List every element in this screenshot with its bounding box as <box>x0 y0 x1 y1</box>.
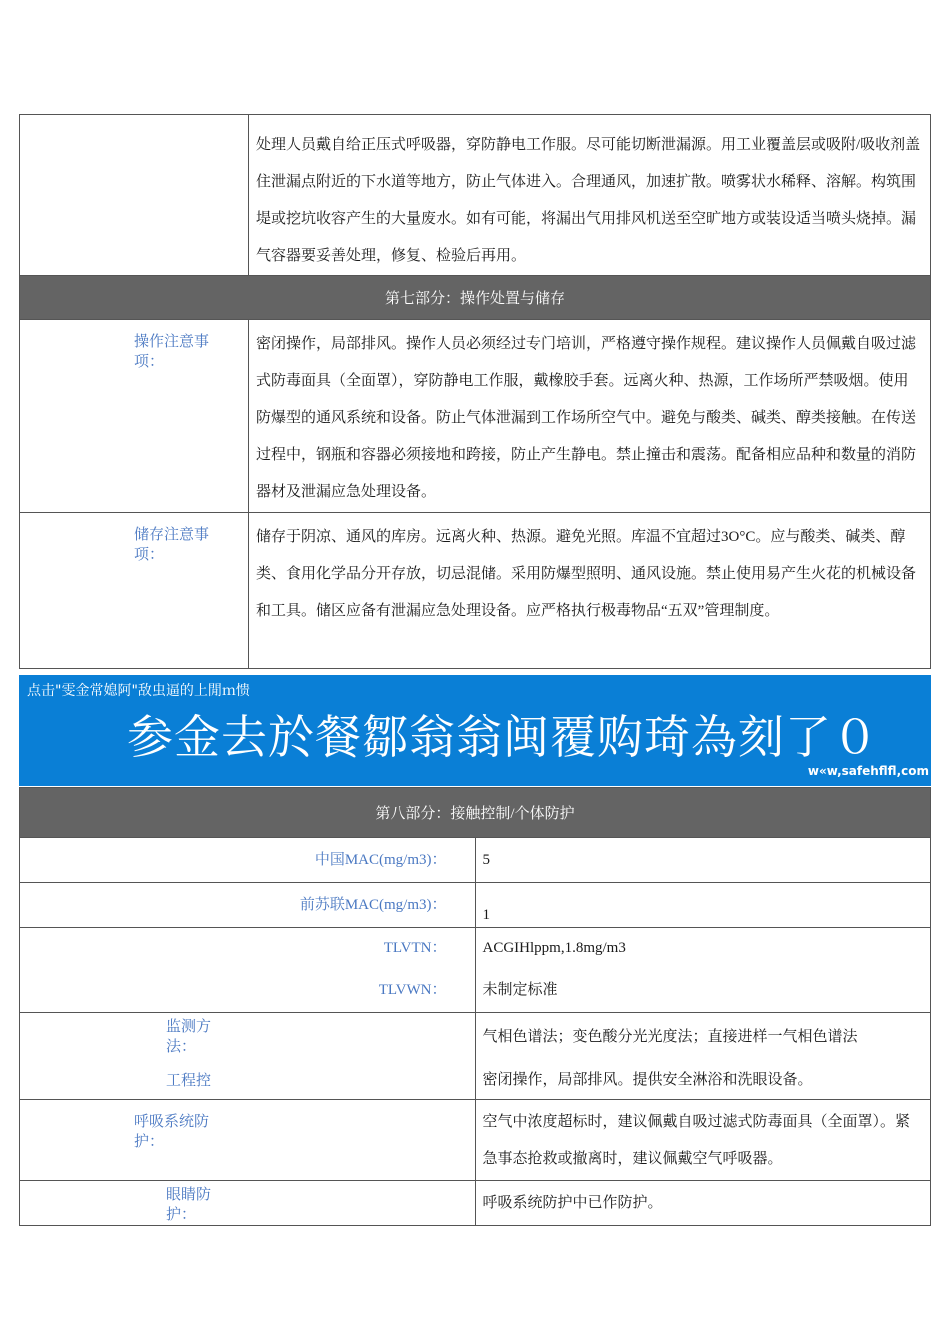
tlvwn-value: 未制定标准 <box>482 982 558 998</box>
eye-protection-row <box>20 1181 931 1226</box>
tlvtn-label: TLVTN： <box>383 940 447 956</box>
mac-china-label-cell <box>20 838 476 883</box>
mac-ussr-value: 1 <box>475 883 931 928</box>
mac-ussr-label-cell <box>20 883 476 928</box>
monitoring-value-cell <box>475 1013 931 1100</box>
section8-title: 第八部分：接触控制/个体防护 <box>20 788 931 838</box>
msds-table-upper <box>19 114 931 669</box>
ad-banner[interactable] <box>19 675 931 786</box>
monitoring-value: 气相色谱法；变色酸分光光度法；直接进样一气相色谱法 <box>482 1029 858 1045</box>
respiratory-value: 空气中浓度超标时，建议佩戴自吸过滤式防毒面具（全面罩）。紧急事态抢救或撤离时，建议佩戴空气呼吸器。 <box>475 1100 931 1181</box>
handling-precautions-value: 密闭操作，局部排风。操作人员必须经过专门培训，严格遵守操作规程。建议操作人员佩戴自吸过滤式防毒面具（全面罩），穿防静电工作服，戴橡胶手套。远离火种、热源，工作场所严禁吸烟。使用防爆型的通风系统和设备。防止气体泄漏到工作场所空气中。避免与酸类、碱类、醇类接触。在传送过程中，钢瓶和容器必须接地和跨接，防止产生静电。禁止撞击和震荡。配备相应品种和数量的消防器材及泄漏应急处理设备。 <box>249 320 931 513</box>
section7-title: 第七部分：操作处置与储存 <box>20 276 931 320</box>
monitoring-label: 监测方法： <box>166 1019 212 1055</box>
engineering-control-value: 密闭操作，局部排风。提供安全淋浴和洗眼设备。 <box>482 1072 813 1088</box>
tlvtn-value: ACGIHlppm,1.8mg/m3 <box>482 940 626 956</box>
mac-china-value: 5 <box>475 838 931 883</box>
handling-precautions-label-cell <box>20 320 249 513</box>
storage-precautions-row <box>20 513 931 669</box>
eye-protection-label: 眼睛防护： <box>166 1187 212 1223</box>
leak-handling-row <box>20 115 931 276</box>
mac-ussr-label: 前苏联MAC(mg/m3)： <box>299 897 447 913</box>
storage-precautions-label-cell <box>20 513 249 669</box>
storage-precautions-value: 储存于阴凉、通风的库房。远离火种、热源。避免光照。库温不宜超过3O°C。应与酸类、碱类、醇类、食用化学品分开存放，切忌混储。采用防爆型照明、通风设施。禁止使用易产生火花的机械设备和工具。储区应备有泄漏应急处理设备。应严格执行极毒物品“五双”管理制度。 <box>249 513 931 669</box>
monitoring-label-cell <box>20 1013 476 1100</box>
ad-banner-headline: 参金去於餐鄒翁翁闽覆购琦為刻了０ <box>127 710 879 764</box>
section8-header <box>20 788 931 838</box>
section7-header <box>20 276 931 320</box>
handling-precautions-label: 操作注意事项： <box>134 334 210 370</box>
handling-precautions-row <box>20 320 931 513</box>
msds-table-lower <box>19 787 931 1226</box>
respiratory-label: 呼吸系统防护： <box>134 1114 210 1150</box>
mac-china-row <box>20 838 931 883</box>
respiratory-label-cell <box>20 1100 476 1181</box>
leak-handling-label-cell <box>20 115 249 276</box>
ad-banner-small-text: 点击"雯金常媳阿"敌虫逼的上閒ｍ愦 <box>27 683 250 699</box>
tlv-value-cell <box>475 928 931 1013</box>
tlvwn-label: TLVWN： <box>378 982 447 998</box>
ad-banner-url[interactable]: w«w,safehflfl,com <box>807 764 929 778</box>
respiratory-row <box>20 1100 931 1181</box>
tlv-row <box>20 928 931 1013</box>
mac-ussr-row <box>20 883 931 928</box>
eye-protection-value: 呼吸系统防护中已作防护。 <box>475 1181 931 1226</box>
leak-handling-text: 处理人员戴自给正压式呼吸器，穿防静电工作服。尽可能切断泄漏源。用工业覆盖层或吸附/吸收剂盖住泄漏点附近的下水道等地方，防止气体进入。合理通风，加速扩散。喷雾状水稀释、溶解。构筑围堤或挖坑收容产生的大量废水。如有可能，将漏出气用排风机送至空旷地方或装设适当喷头烧掉。漏气容器要妥善处理，修复、检验后再用。 <box>249 115 931 276</box>
mac-china-label: 中国MAC(mg/m3)： <box>314 852 447 868</box>
storage-precautions-label: 储存注意事项： <box>134 527 210 563</box>
eye-protection-label-cell <box>20 1181 476 1226</box>
tlv-label-cell <box>20 928 476 1013</box>
monitoring-row <box>20 1013 931 1100</box>
engineering-control-label: 工程控 <box>166 1073 212 1089</box>
